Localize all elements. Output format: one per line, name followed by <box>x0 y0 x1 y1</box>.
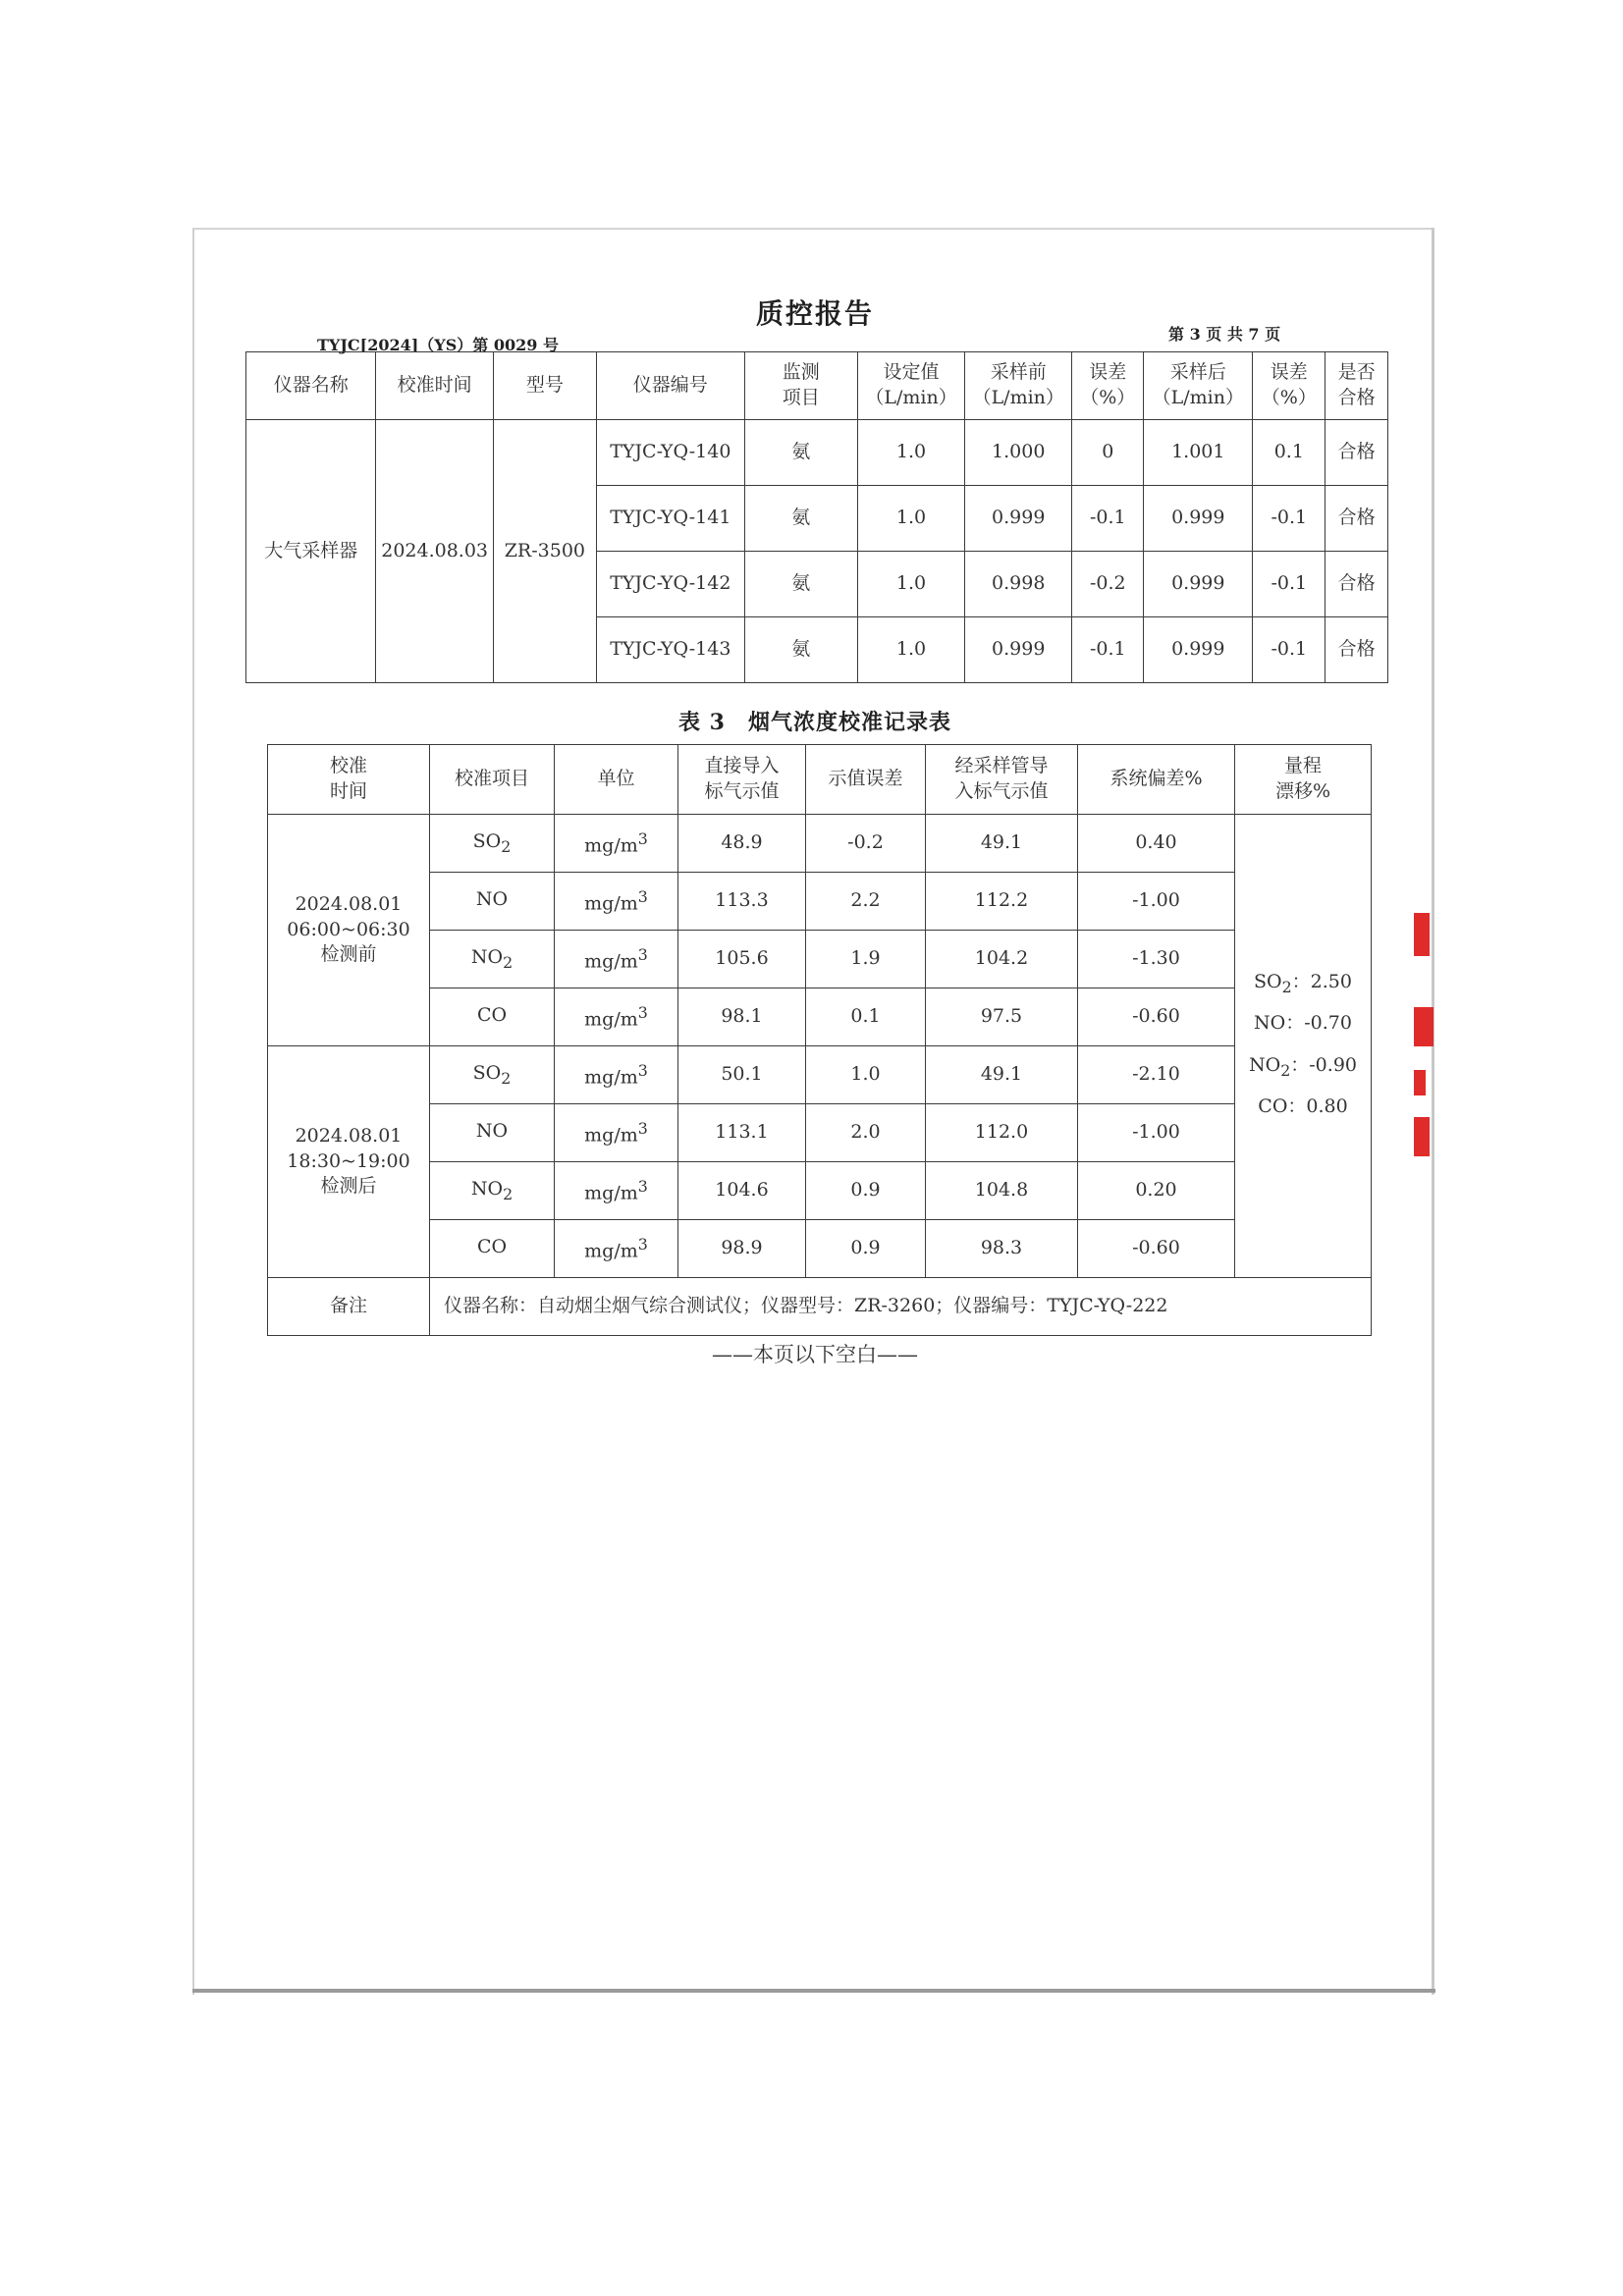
calibration-date: 2024.08.01 <box>295 1125 403 1148</box>
header-cell: 示值误差 <box>806 745 926 815</box>
table-row <box>268 931 1372 988</box>
seal-stamp-fragment <box>1412 913 1437 1168</box>
system-bias-cell: -1.00 <box>1078 1104 1235 1162</box>
instrument-id-cell: TYJC-YQ-143 <box>596 617 744 683</box>
header-cell: 单位 <box>555 745 678 815</box>
sampler-calibration-table <box>245 351 1388 683</box>
header-cell: 直接导入 标气示值 <box>678 745 806 815</box>
probe-value-cell: 104.2 <box>926 931 1078 988</box>
direct-value-cell: 98.1 <box>678 988 806 1046</box>
error-after-cell: 0.1 <box>1253 420 1325 486</box>
table-row <box>268 988 1372 1046</box>
probe-value-cell: 49.1 <box>926 1046 1078 1104</box>
probe-value-cell: 98.3 <box>926 1220 1078 1278</box>
remarks-text: 仪器名称：自动烟尘烟气综合测试仪；仪器型号：ZR-3260；仪器编号：TYJC-YQ-222 <box>430 1278 1372 1336</box>
unit-cell: $mg/m^3$ <box>555 1162 678 1220</box>
set-value-cell: 1.0 <box>857 486 964 552</box>
system-bias-cell: -1.30 <box>1078 931 1235 988</box>
seal-segment <box>1414 1117 1430 1156</box>
paper-edge-bottom <box>192 1989 1435 1993</box>
gas-item-cell: $NO_2$ <box>430 931 555 988</box>
direct-value-cell: 98.9 <box>678 1220 806 1278</box>
gas-item-cell: CO <box>430 988 555 1046</box>
drift-no2: $NO_2$：-0.90 <box>1248 1053 1357 1080</box>
remarks-label: 备注 <box>268 1278 430 1336</box>
pass-cell: 合格 <box>1325 552 1388 617</box>
error-before-cell: 0 <box>1072 420 1144 486</box>
calibration-time-cell: 2024.08.03 <box>376 420 493 683</box>
unit-cell: $mg/m^3$ <box>555 815 678 873</box>
system-bias-cell: 0.40 <box>1078 815 1235 873</box>
table-row <box>268 815 1372 873</box>
system-bias-cell: -1.00 <box>1078 873 1235 931</box>
system-bias-cell: -0.60 <box>1078 1220 1235 1278</box>
monitor-item-cell: 氨 <box>744 552 857 617</box>
unit-cell: $mg/m^3$ <box>555 931 678 988</box>
unit-cell: $mg/m^3$ <box>555 1046 678 1104</box>
unit-cell: $mg/m^3$ <box>555 988 678 1046</box>
system-bias-cell: -2.10 <box>1078 1046 1235 1104</box>
pass-cell: 合格 <box>1325 617 1388 683</box>
instrument-id-cell: TYJC-YQ-142 <box>596 552 744 617</box>
probe-value-cell: 112.0 <box>926 1104 1078 1162</box>
probe-value-cell: 97.5 <box>926 988 1078 1046</box>
after-value-cell: 0.999 <box>1144 552 1253 617</box>
indication-error-cell: 1.9 <box>806 931 926 988</box>
unit-cell: $mg/m^3$ <box>555 873 678 931</box>
header-cell: 采样前 （L/min） <box>965 352 1072 420</box>
direct-value-cell: 50.1 <box>678 1046 806 1104</box>
table-row <box>268 1220 1372 1278</box>
gas-item-cell: $NO_2$ <box>430 1162 555 1220</box>
error-after-cell: -0.1 <box>1253 552 1325 617</box>
error-after-cell: -0.1 <box>1253 617 1325 683</box>
header-cell: 量程 漂移% <box>1235 745 1372 815</box>
before-value-cell: 0.998 <box>965 552 1072 617</box>
indication-error-cell: 0.1 <box>806 988 926 1046</box>
header-cell: 是否 合格 <box>1325 352 1388 420</box>
direct-value-cell: 48.9 <box>678 815 806 873</box>
after-value-cell: 0.999 <box>1144 617 1253 683</box>
table-header-row <box>246 352 1388 420</box>
monitor-item-cell: 氨 <box>744 486 857 552</box>
table3-caption: 表 3 烟气浓度校准记录表 <box>678 710 951 735</box>
paper-edge-left <box>192 228 194 1995</box>
table-row <box>268 1046 1372 1104</box>
header-cell: 校准时间 <box>376 352 493 420</box>
calibration-period-cell <box>268 815 430 1046</box>
header-cell: 设定值 （L/min） <box>857 352 964 420</box>
table-row <box>268 1162 1372 1220</box>
calibration-time-range: 18:30~19:00 <box>287 1149 410 1172</box>
header-cell: 采样后 （L/min） <box>1144 352 1253 420</box>
error-before-cell: -0.1 <box>1072 617 1144 683</box>
set-value-cell: 1.0 <box>857 420 964 486</box>
seal-segment <box>1414 913 1430 956</box>
table-header-row <box>268 745 1372 815</box>
after-value-cell: 0.999 <box>1144 486 1253 552</box>
gas-item-cell: NO <box>430 873 555 931</box>
header-cell: 误差 （%） <box>1253 352 1325 420</box>
gas-item-cell: CO <box>430 1220 555 1278</box>
probe-value-cell: 112.2 <box>926 873 1078 931</box>
seal-segment <box>1414 1070 1426 1095</box>
direct-value-cell: 105.6 <box>678 931 806 988</box>
error-before-cell: -0.1 <box>1072 486 1144 552</box>
set-value-cell: 1.0 <box>857 552 964 617</box>
pass-cell: 合格 <box>1325 420 1388 486</box>
instrument-name-cell: 大气采样器 <box>246 420 376 683</box>
page-info: 第 3 页 共 7 页 <box>1168 325 1281 344</box>
gas-item-cell: $SO_2$ <box>430 815 555 873</box>
span-drift-cell <box>1235 815 1372 1278</box>
table-row <box>268 1104 1372 1162</box>
indication-error-cell: -0.2 <box>806 815 926 873</box>
indication-error-cell: 0.9 <box>806 1220 926 1278</box>
drift-so2: $SO_2$：2.50 <box>1254 971 1352 996</box>
unit-cell: $mg/m^3$ <box>555 1104 678 1162</box>
remarks-row <box>268 1278 1372 1336</box>
indication-error-cell: 2.0 <box>806 1104 926 1162</box>
after-value-cell: 1.001 <box>1144 420 1253 486</box>
indication-error-cell: 0.9 <box>806 1162 926 1220</box>
pass-cell: 合格 <box>1325 486 1388 552</box>
header-cell: 型号 <box>493 352 596 420</box>
header-cell: 误差 （%） <box>1072 352 1144 420</box>
table-row <box>246 420 1388 486</box>
error-after-cell: -0.1 <box>1253 486 1325 552</box>
before-value-cell: 1.000 <box>965 420 1072 486</box>
header-cell: 仪器编号 <box>596 352 744 420</box>
calibration-time-range: 06:00~06:30 <box>287 918 410 940</box>
calibration-phase: 检测前 <box>320 943 377 966</box>
set-value-cell: 1.0 <box>857 617 964 683</box>
calibration-date: 2024.08.01 <box>295 893 403 916</box>
monitor-item-cell: 氨 <box>744 420 857 486</box>
header-cell: 系统偏差% <box>1078 745 1235 815</box>
instrument-id-cell: TYJC-YQ-140 <box>596 420 744 486</box>
seal-segment <box>1414 1007 1434 1046</box>
paper-edge-top <box>192 228 1434 230</box>
gas-item-cell: $SO_2$ <box>430 1046 555 1104</box>
probe-value-cell: 49.1 <box>926 815 1078 873</box>
drift-no: NO：-0.70 <box>1254 1012 1352 1035</box>
drift-co: CO：0.80 <box>1258 1095 1348 1117</box>
indication-error-cell: 2.2 <box>806 873 926 931</box>
calibration-period-cell <box>268 1046 430 1278</box>
report-title: 质控报告 <box>755 297 874 330</box>
direct-value-cell: 113.1 <box>678 1104 806 1162</box>
model-cell: ZR-3500 <box>493 420 596 683</box>
before-value-cell: 0.999 <box>965 486 1072 552</box>
flue-gas-calibration-table <box>267 744 1372 1336</box>
system-bias-cell: -0.60 <box>1078 988 1235 1046</box>
unit-cell: $mg/m^3$ <box>555 1220 678 1278</box>
direct-value-cell: 113.3 <box>678 873 806 931</box>
table-row <box>268 873 1372 931</box>
header-cell: 监测 项目 <box>744 352 857 420</box>
instrument-id-cell: TYJC-YQ-141 <box>596 486 744 552</box>
direct-value-cell: 104.6 <box>678 1162 806 1220</box>
header-cell: 校准 时间 <box>268 745 430 815</box>
monitor-item-cell: 氨 <box>744 617 857 683</box>
gas-item-cell: NO <box>430 1104 555 1162</box>
probe-value-cell: 104.8 <box>926 1162 1078 1220</box>
header-cell: 仪器名称 <box>246 352 376 420</box>
indication-error-cell: 1.0 <box>806 1046 926 1104</box>
error-before-cell: -0.2 <box>1072 552 1144 617</box>
header-cell: 经采样管导 入标气示值 <box>926 745 1078 815</box>
before-value-cell: 0.999 <box>965 617 1072 683</box>
calibration-phase: 检测后 <box>320 1175 377 1198</box>
system-bias-cell: 0.20 <box>1078 1162 1235 1220</box>
document-number: TYJC[2024]（YS）第 0029 号 <box>317 336 559 354</box>
header-cell: 校准项目 <box>430 745 555 815</box>
blank-below-note: ——本页以下空白—— <box>712 1343 918 1366</box>
